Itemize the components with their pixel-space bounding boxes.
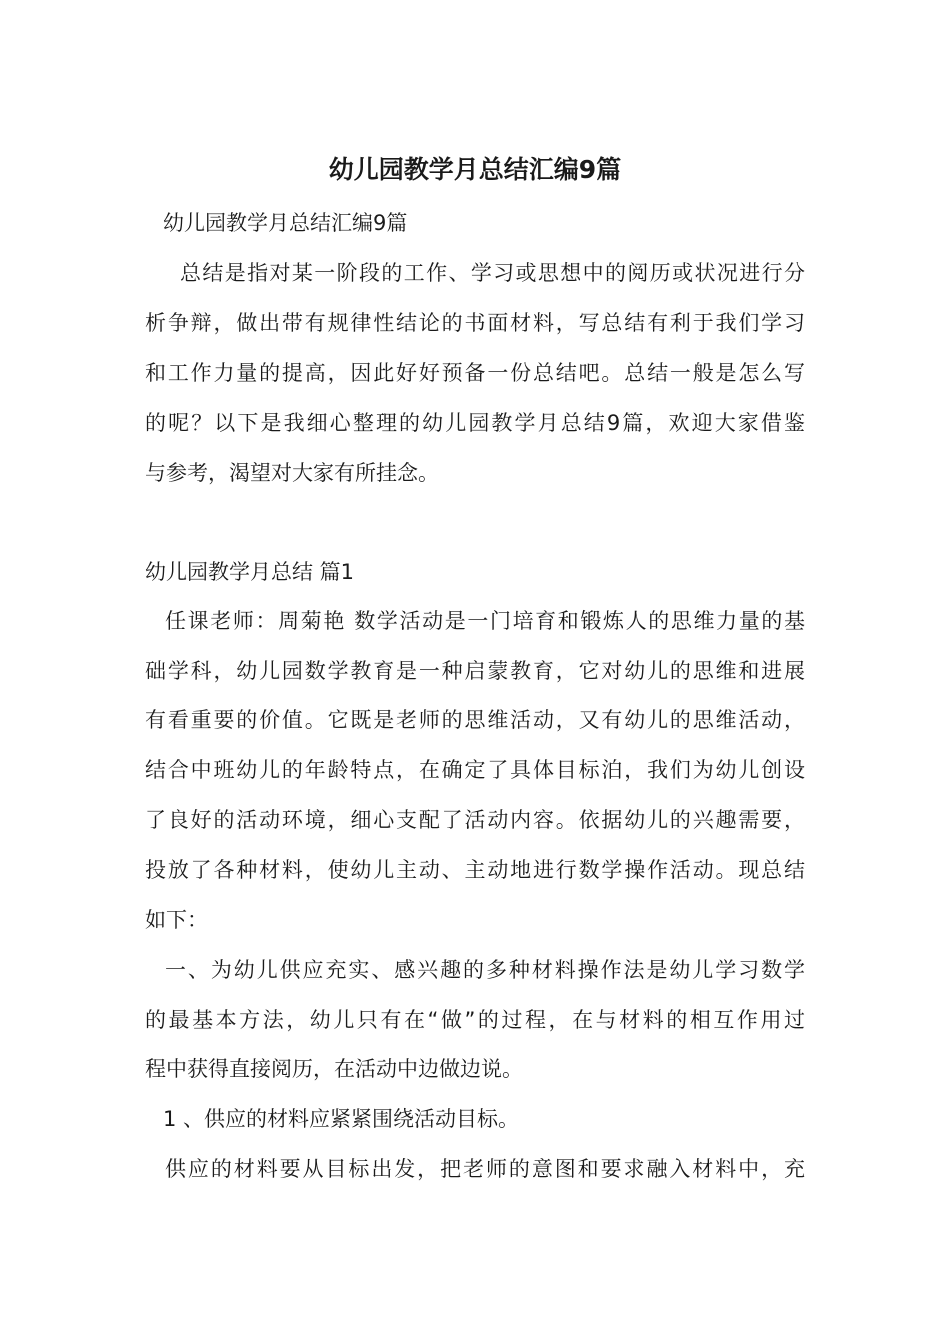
list-item: 1 、供应的材料应紧紧围绕活动目标。 bbox=[163, 1107, 520, 1131]
paragraph-line: 任课老师：周菊艳 数学活动是一门培育和锻炼人的思维力量的基 bbox=[165, 609, 805, 633]
section-heading: 幼儿园教学月总结 篇1 bbox=[145, 560, 355, 584]
paragraph-line: 一、为幼儿供应充实、感兴趣的多种材料操作法是幼儿学习数学 bbox=[165, 958, 805, 982]
paragraph-line: 的最基本方法，幼儿只有在“做”的过程，在与材料的相互作用过 bbox=[145, 1008, 805, 1032]
paragraph-line: 析争辩，做出带有规律性结论的书面材料，写总结有利于我们学习 bbox=[145, 311, 805, 335]
paragraph-line: 总结是指对某一阶段的工作、学习或思想中的阅历或状况进行分 bbox=[180, 261, 805, 285]
paragraph-line: 的呢？以下是我细心整理的幼儿园教学月总结9篇，欢迎大家借鉴 bbox=[145, 411, 805, 435]
paragraph-line: 有看重要的价值。它既是老师的思维活动，又有幼儿的思维活动， bbox=[145, 708, 805, 732]
document-title: 幼儿园教学月总结汇编9篇 bbox=[328, 155, 622, 184]
paragraph-line: 与参考，渴望对大家有所挂念。 bbox=[145, 461, 439, 485]
paragraph-line: 投放了各种材料，使幼儿主动、主动地进行数学操作活动。现总结 bbox=[145, 858, 805, 882]
paragraph-line: 和工作力量的提高，因此好好预备一份总结吧。总结一般是怎么写 bbox=[145, 361, 805, 385]
paragraph-line: 如下： bbox=[145, 908, 208, 932]
paragraph-line: 结合中班幼儿的年龄特点，在确定了具体目标泊，我们为幼儿创设 bbox=[145, 758, 805, 782]
paragraph-line: 供应的材料要从目标出发，把老师的意图和要求融入材料中，充 bbox=[165, 1157, 805, 1181]
paragraph-line: 了良好的活动环境，细心支配了活动内容。依据幼儿的兴趣需要， bbox=[145, 808, 805, 832]
paragraph-line: 础学科，幼儿园数学教育是一种启蒙教育，它对幼儿的思维和进展 bbox=[145, 659, 805, 683]
paragraph-line: 程中获得直接阅历，在活动中边做边说。 bbox=[145, 1057, 523, 1081]
subtitle-line: 幼儿园教学月总结汇编9篇 bbox=[163, 211, 408, 235]
